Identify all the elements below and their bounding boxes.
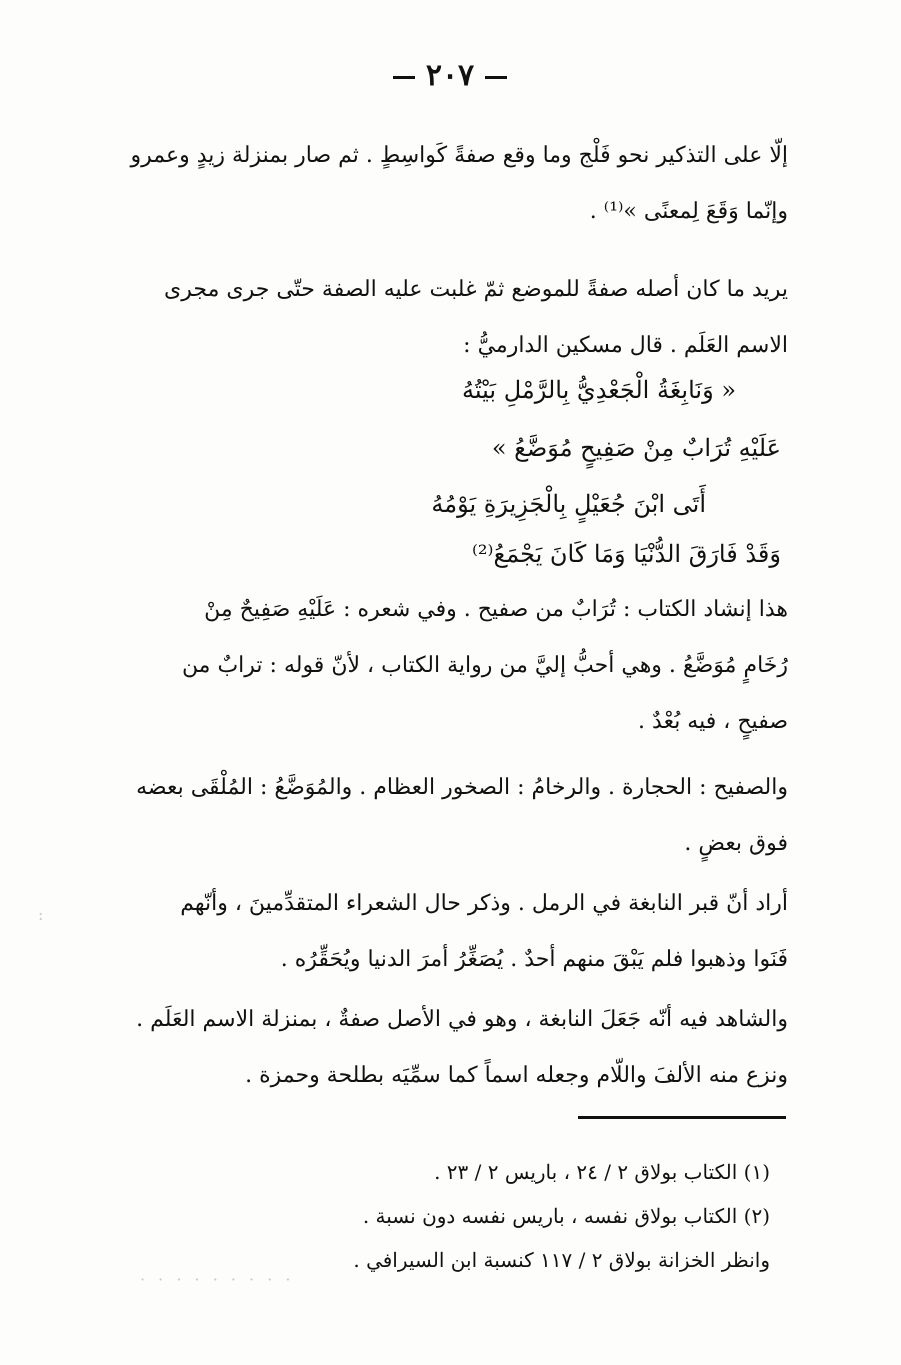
verse-line-1: « وَنَابِغَةُ الْجَعْدِيُّ بِالرَّمْلِ بَيْتُهُ xyxy=(462,376,736,404)
paragraph-intro xyxy=(128,128,788,240)
text-line: صفيحٍ ، فيه بُعْدٌ . xyxy=(638,709,788,734)
commentary-meaning xyxy=(128,876,788,988)
text-line: أراد أنّ قبر النابغة في الرمل . وذكر حال الشعراء المتقدِّمينَ ، وأنّهم xyxy=(180,891,788,916)
text-line: والشاهد فيه أنّه جَعَلَ النابغة ، وهو في الأصل صفةٌ ، بمنزلة الاسم العَلَم . xyxy=(136,1007,788,1032)
verse-line-4: وَقَدْ فَارَقَ الدُّنْيَا وَمَا كَانَ يَجْمَعُ⁽²⁾ xyxy=(472,540,781,568)
scan-noise-mark: · · · · · · · · · xyxy=(140,1270,295,1289)
text-line: فوق بعضٍ . xyxy=(684,831,788,856)
page-number xyxy=(380,58,520,93)
text-line: فَنَوا وذهبوا فلم يَبْقَ منهم أحدٌ . يُصَغِّرُ أمرَ الدنيا ويُحَقِّرُه . xyxy=(280,947,788,972)
commentary-insha xyxy=(128,582,788,750)
text-line: ونزع منه الألفَ واللّام وجعله اسماً كما سمِّيَه بطلحة وحمزة . xyxy=(245,1063,788,1088)
text-line: يريد ما كان أصله صفةً للموضع ثمّ غلبت عليه الصفة حتّى جرى مجرى xyxy=(164,277,788,302)
text-line: الاسم العَلَم . قال مسكين الدارميُّ : xyxy=(463,333,788,358)
scan-noise-mark: : xyxy=(38,905,48,924)
footnote-2: (٢) الكتاب بولاق نفسه ، باريس نفسه دون نسبة . xyxy=(362,1204,770,1228)
paragraph-explanation xyxy=(128,262,788,374)
verse-line-3: أَتَى ابْنَ جُعَيْلٍ بِالْجَزِيرَةِ يَوْمُهُ xyxy=(431,490,706,518)
verse-line-2: عَلَيْهِ تُرَابٌ مِنْ صَفِيحٍ مُوَضَّعُ » xyxy=(491,434,781,462)
commentary-definitions xyxy=(128,760,788,872)
page-number-rule-right xyxy=(393,76,415,79)
footnotes xyxy=(300,1150,770,1282)
page-number-text: ٢٠٧ xyxy=(425,58,475,93)
footnote-divider xyxy=(578,1116,786,1119)
text-line: إلّا على التذكير نحو فَلْج وما وقع صفةً كَواسِطٍ . ثم صار بمنزلة زيدٍ وعمرو xyxy=(130,143,788,168)
footnote-1: (١) الكتاب بولاق ٢ / ٢٤ ، باريس ٢ / ٢٣ . xyxy=(434,1160,770,1184)
text-line: وإنّما وَقَعَ لِمعنًى »⁽¹⁾ . xyxy=(589,199,788,224)
commentary-evidence xyxy=(128,992,788,1104)
text-line: رُخَامٍ مُوَضَّعُ . وهي أحبُّ إليَّ من رواية الكتاب ، لأنّ قوله : ترابٌ من xyxy=(181,653,788,678)
page-number-rule-left xyxy=(485,76,507,79)
text-line: هذا إنشاد الكتاب : تُرَابٌ من صفيح . وفي شعره : عَلَيْهِ صَفِيحٌ مِنْ xyxy=(204,597,788,622)
text-line: والصفيح : الحجارة . والرخامُ : الصخور العظام . والمُوَضَّعُ : المُلْقَى بعضه xyxy=(136,775,788,800)
footnote-3: وانظر الخزانة بولاق ٢ / ١١٧ كنسبة ابن السيرافي . xyxy=(353,1248,770,1272)
